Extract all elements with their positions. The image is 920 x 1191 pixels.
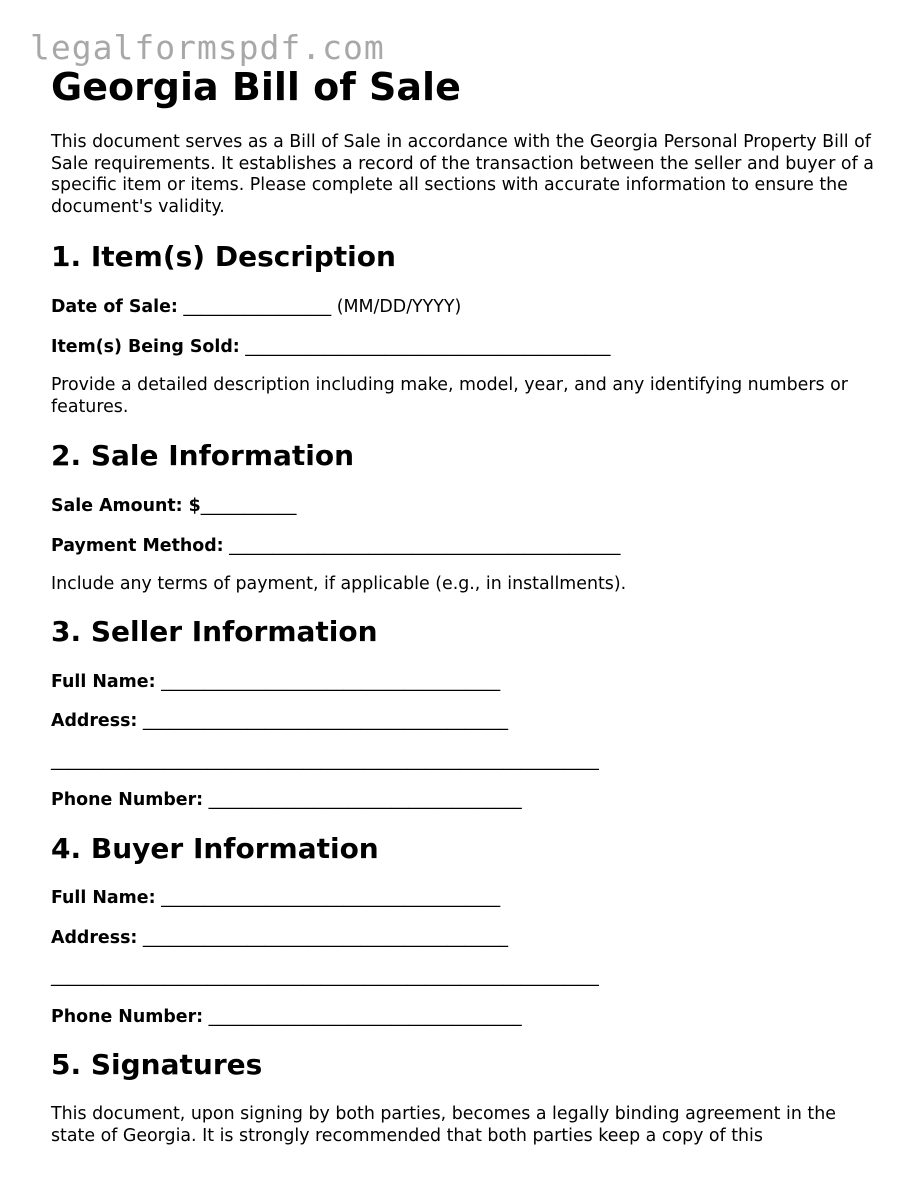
section-heading-buyer: 4. Buyer Information bbox=[51, 832, 379, 865]
seller-name-field bbox=[51, 671, 500, 693]
seller-address-label: Address: bbox=[51, 711, 138, 731]
seller-phone-label: Phone Number: bbox=[51, 790, 204, 810]
section-heading-seller: 3. Seller Information bbox=[51, 615, 378, 648]
section-heading-signatures: 5. Signatures bbox=[51, 1048, 263, 1081]
payment-method-field bbox=[51, 535, 620, 557]
seller-address-field bbox=[51, 710, 508, 732]
buyer-phone-field bbox=[51, 1006, 522, 1028]
buyer-address-field bbox=[51, 927, 508, 949]
seller-address-line2-blank[interactable]: _______________________________________________________________ bbox=[51, 751, 599, 771]
sale-amount-label: Sale Amount: $ bbox=[51, 496, 201, 516]
date-of-sale-field bbox=[51, 296, 461, 318]
buyer-address-line2-blank[interactable]: _______________________________________________________________ bbox=[51, 967, 599, 987]
sale-amount-blank[interactable]: ___________ bbox=[200, 496, 297, 516]
seller-phone-field bbox=[51, 789, 522, 811]
payment-method-blank[interactable]: _____________________________________________ bbox=[229, 536, 621, 556]
section-heading-sale: 2. Sale Information bbox=[51, 439, 355, 472]
buyer-address-label: Address: bbox=[51, 928, 138, 948]
buyer-name-field bbox=[51, 887, 500, 909]
date-of-sale-label: Date of Sale: bbox=[51, 297, 178, 317]
section-heading-items: 1. Item(s) Description bbox=[51, 240, 396, 273]
seller-name-blank[interactable]: _______________________________________ bbox=[161, 672, 501, 692]
buyer-address-blank[interactable]: __________________________________________ bbox=[142, 928, 509, 948]
watermark-text: legalformspdf.com bbox=[30, 28, 385, 67]
payment-terms-note: Include any terms of payment, if applicable (e.g., in installments). bbox=[51, 574, 627, 594]
buyer-name-label: Full Name: bbox=[51, 888, 156, 908]
intro-paragraph: This document serves as a Bill of Sale in accordance with the Georgia Personal Property Bill of Sale requirements. It establishes a record of the transaction between the seller and buyer of a specific item or items. Please complete all sections with accurate information to ensure the document's validity. bbox=[51, 132, 874, 217]
sale-amount-field bbox=[51, 495, 296, 517]
seller-name-label: Full Name: bbox=[51, 672, 156, 692]
items-sold-label: Item(s) Being Sold: bbox=[51, 337, 240, 357]
items-sold-field bbox=[51, 336, 610, 358]
buyer-phone-label: Phone Number: bbox=[51, 1007, 204, 1027]
seller-phone-blank[interactable]: ____________________________________ bbox=[208, 790, 522, 810]
buyer-name-blank[interactable]: _______________________________________ bbox=[161, 888, 501, 908]
buyer-phone-blank[interactable]: ____________________________________ bbox=[208, 1007, 522, 1027]
signatures-paragraph: This document, upon signing by both parties, becomes a legally binding agreement in the state of Georgia. It is strongly recommended that both parties keep a copy of this bbox=[51, 1104, 836, 1146]
seller-address-blank[interactable]: __________________________________________ bbox=[142, 711, 509, 731]
items-description-note: Provide a detailed description including make, model, year, and any identifying numbers or features. bbox=[51, 375, 848, 417]
date-of-sale-blank[interactable]: _________________ bbox=[183, 297, 332, 317]
items-sold-blank[interactable]: __________________________________________ bbox=[245, 337, 611, 357]
date-format-hint: (MM/DD/YYYY) bbox=[336, 297, 462, 317]
document-title: Georgia Bill of Sale bbox=[51, 65, 461, 109]
payment-method-label: Payment Method: bbox=[51, 536, 224, 556]
